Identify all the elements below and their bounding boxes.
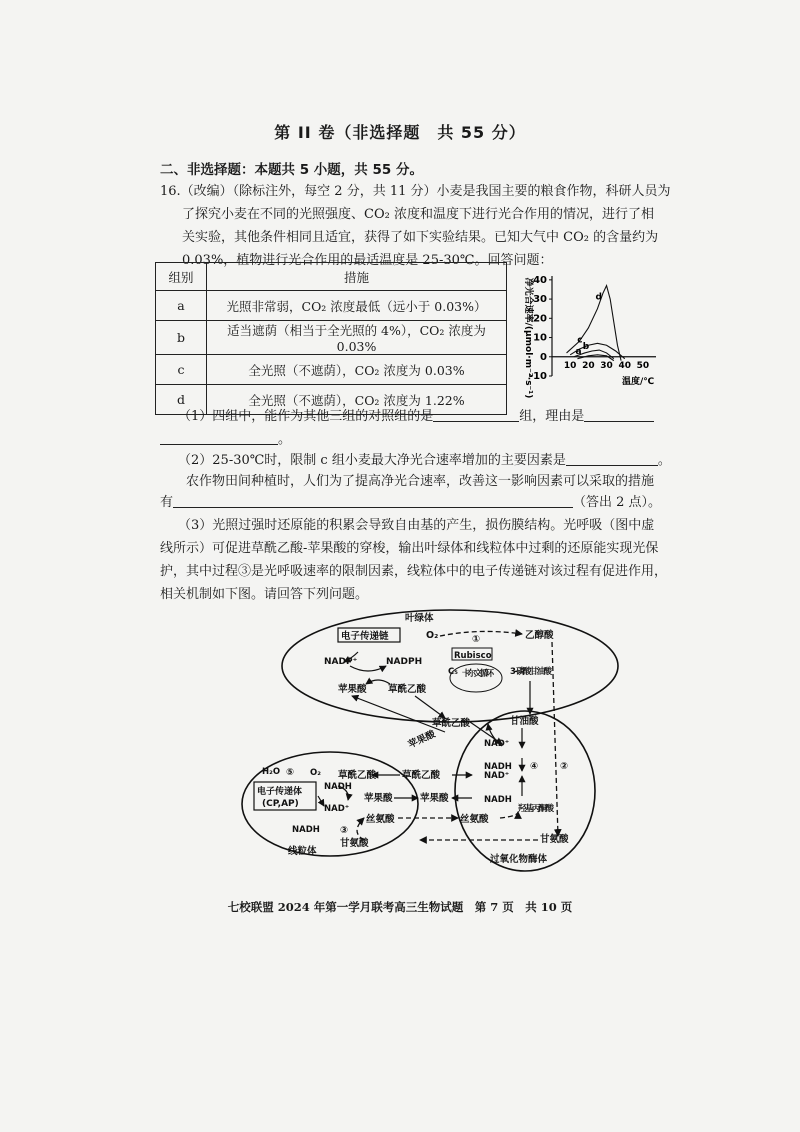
q2-end-1: 。 [657,453,671,468]
mitochondrion-label: 线粒体 [288,846,317,857]
table-cell-group: d [156,385,207,415]
o2-top-label: O₂ [426,630,439,641]
chart-y-label: 净光合速率/(μmol·m⁻²·s⁻¹) [523,277,533,399]
table-header-row [156,263,507,291]
process-2-label: ② [560,761,569,772]
q1-answer-blank-3[interactable] [160,430,278,445]
q2-answer-blank-2[interactable] [173,493,573,508]
q2-answer-blank-1[interactable] [566,451,658,466]
nad-m-label: NAD⁺ [324,804,350,814]
hydroxypyruvate-label: 羟基丙酮酸 [518,804,554,814]
pga-label: 3-磷酸甘油酸 [510,667,552,677]
nadph-label: NADPH [386,657,423,667]
nadh-p2-label: NADH [484,795,512,805]
question-2 [178,449,671,472]
calvin-label: 卡尔文循环 [462,669,494,679]
table-row [156,291,507,321]
q3-line-2: 线所示）可促进草酰乙酸-苹果酸的穿梭，输出叶绿体和线粒体中过剩的还原能实现光保 [160,541,659,556]
section-heading: 二、非选择题：本题共 5 小题，共 55 分。 [160,162,423,178]
chart-x-tick-label: 10 [563,360,577,371]
treatment-table [155,262,507,415]
table-cell-measure: 全光照（不遮荫），CO₂ 浓度为 0.03% [207,355,507,385]
question-3 [160,514,667,606]
nadp-label: NADP⁺ [324,657,358,667]
process-3-label: ③ [340,825,349,836]
chart-y-tick-label: 40 [533,274,547,286]
process-4-label: ④ [530,761,539,772]
glycerate-label: 甘油酸 [510,716,539,727]
question-1-cont [160,428,291,451]
chart-x-tick-label: 50 [636,360,650,371]
o2-mito-label: O₂ [310,768,321,778]
photorespiration-diagram [240,606,620,876]
etc-label: 电子传递链 [341,631,389,642]
q1-text-2: 组，理由是 [519,409,585,424]
question-2-line-3 [160,491,661,514]
table-header-group: 组别 [156,263,207,291]
question-2-line-2: 农作物田间种植时，人们为了提高净光合速率，改善这一影响因素可以采取的措施 [186,474,655,489]
table-cell-group: b [156,321,207,355]
chart-series-label: c [577,335,583,346]
chart-series-label: d [595,292,602,303]
q16-line-4: 0.03%，植物进行光合作用的最适温度是 25-30℃。回答问题： [182,253,553,268]
table-cell-measure: 适当遮荫（相当于全光照的 4%），CO₂ 浓度为 0.03% [207,321,507,355]
h2o-label: H₂O [262,767,281,777]
glycolate-label: 乙醇酸 [525,630,554,641]
chart-x-tick-label: 20 [582,360,595,371]
malate-middle-label: 苹果酸 [406,728,438,751]
table-header-measure: 措施 [207,263,507,291]
q1-text-1: （1）四组中，能作为其他三组的对照组的是 [178,409,434,424]
c5-label: C₅ [448,667,458,677]
q1-answer-blank-1[interactable] [433,407,519,422]
chart-series-label: b [582,342,590,353]
chart-series-label: a [575,346,582,357]
q2-end-2: （答出 2 点）。 [573,495,662,510]
chart-x-tick-label: 30 [600,360,613,371]
chloroplast-label: 叶绿体 [405,613,434,624]
chart-axes [529,275,656,382]
rubisco-label: Rubisco [454,651,492,661]
table-cell-group: c [156,355,207,385]
q2-text-3: 有 [160,495,174,510]
q16-line-3: 关实验，其他条件相同且适宜，获得了如下实验结果。已知大气中 CO₂ 的含量约为 [182,230,659,245]
oaa-middle-label: 草酰乙酸 [432,718,471,729]
arrow-etc-nad [318,796,324,806]
chart-series-a [577,355,613,361]
peroxisome-label: 过氧化物酶体 [490,854,548,865]
table-row [156,321,507,355]
arrow-oaa-malate-c [366,680,390,684]
malate-chloroplast-label: 苹果酸 [338,684,367,695]
q16-line-1: 16.（改编）（除标注外，每空 2 分，共 11 分）小麦是我国主要的粮食作物，科研人员为 [160,184,671,199]
arrow-oaa-out [415,696,445,718]
chart-x-tick-label: 40 [618,360,631,371]
chart-series [567,286,625,361]
chart-y-tick-label: 20 [533,313,547,325]
chart-y-tick-label: -10 [528,371,547,382]
table-cell-group: a [156,291,207,321]
chart-x-label: 温度/℃ [622,377,655,387]
oaa-between-label: 草酰乙酸 [402,770,441,781]
q1-end: 。 [278,432,292,447]
serine-between-label: 丝氨酸 [460,814,489,825]
chart-y-tick-label: 30 [533,294,547,306]
chart-y-tick-label: 0 [540,351,547,363]
arrow-o2-glycolate [440,631,522,636]
nadh-p1-label: NADH [484,762,512,772]
table-cell-measure: 全光照（不遮荫），CO₂ 浓度为 1.22% [207,385,507,415]
glycine-mito-label: 甘氨酸 [340,838,369,849]
nad-p2-label: NAD⁺ [484,771,510,781]
table-row [156,355,507,385]
glycine-peroxisome-label: 甘氨酸 [540,834,569,845]
etc-mito-sub-label: (CP,AP) [262,799,299,809]
q3-line-3: 护，其中过程③是光呼吸速率的限制因素，线粒体中的电子传递链对该过程有促进作用， [160,564,668,579]
photosynthesis-chart [512,268,672,408]
nad-p1-label: NAD⁺ [484,739,510,749]
paper-title: 第 II 卷（非选择题 共 55 分） [274,123,526,142]
q3-line-4: 相关机制如下图。请回答下列问题。 [160,587,369,602]
table-cell-measure: 光照非常弱，CO₂ 浓度最低（远小于 0.03%） [207,291,507,321]
peroxisome-outline [455,711,595,871]
process-1-label: ① [472,634,481,645]
page-footer: 七校联盟 2024 年第一学月联考高三生物试题 第 7 页 共 10 页 [227,900,573,914]
malate-mito-label: 苹果酸 [364,793,393,804]
etc-mito-label: 电子传递体 [257,787,303,797]
process-5-label: ⑤ [286,767,295,778]
q16-line-2: 了探究小麦在不同的光照强度、CO₂ 浓度和温度下进行光合作用的情况，进行了相 [182,207,654,222]
serine-mito-label: 丝氨酸 [366,814,395,825]
nadh-m1-label: NADH [324,782,352,792]
arrow-glycine-serine [357,818,364,840]
q3-line-1: （3）光照过强时还原能的积累会导致自由基的产生，损伤膜结构。光呼吸（图中虚 [178,518,655,533]
oaa-mito-label: 草酰乙酸 [338,770,377,781]
oaa-chloroplast-label: 草酰乙酸 [388,684,427,695]
nadh-m2-label: NADH [292,825,320,835]
q1-answer-blank-2[interactable] [584,407,654,422]
question-1 [178,405,654,428]
question-16-intro [160,180,671,272]
q2-text-1: （2）25-30℃时，限制 c 组小麦最大净光合速率增加的主要因素是 [178,453,566,468]
chart-y-tick-label: 10 [533,332,547,344]
arrow-serine-hydroxypyruvate [500,812,518,818]
malate-between-label: 苹果酸 [420,793,449,804]
